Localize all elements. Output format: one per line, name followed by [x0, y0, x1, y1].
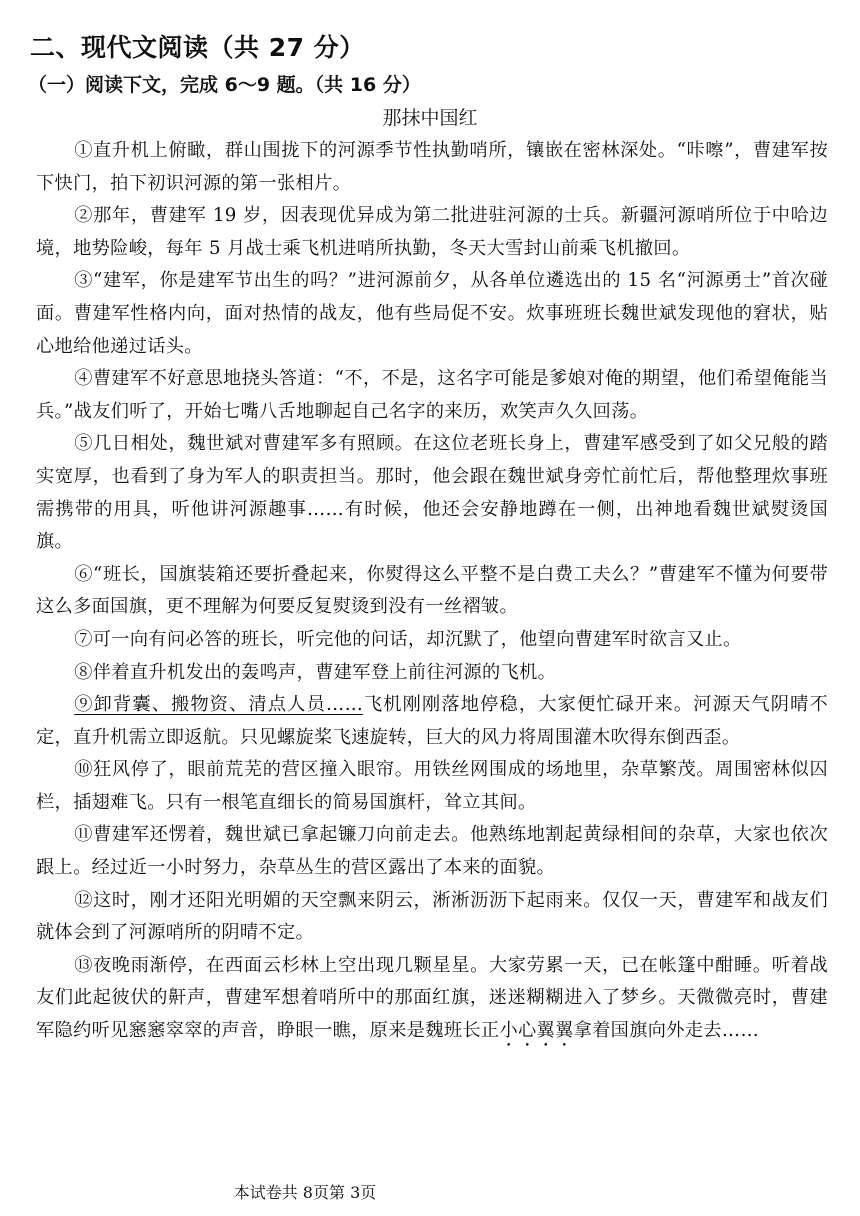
subsection-title: （一）阅读下文，完成 6～9 题。（共 16 分）	[28, 74, 421, 96]
paragraph-9	[36, 689, 828, 754]
paragraph-13-text-a: ⑬夜晚雨渐停，在西面云杉林上空出现几颗星星。大家劳累一天，已在帐篷中酣睡。听着战友们此起彼伏的鼾声，曹建军想着哨所中的那面红旗，迷迷糊糊进入了梦乡。天微微亮时，曹建军隐约听见窸窸窣窣的声音，睁眼一瞧，原来是魏班长正	[36, 954, 828, 1042]
dotted-phrase: 小心翼翼	[499, 1020, 574, 1042]
paragraph-1: ①直升机上俯瞰，群山围拢下的河源季节性执勤哨所，镶嵌在密林深处。“咔嚓”，曹建军按下快门，拍下初识河源的第一张相片。	[36, 140, 828, 194]
paragraph-10: ⑩狂风停了，眼前荒芜的营区撞入眼帘。用铁丝网围成的场地里，杂草繁茂。周围密林似囚栏，插翅难飞。只有一根笔直细长的简易国旗杆，耸立其间。	[36, 759, 828, 813]
paragraph-11: ⑪曹建军还愣着，魏世斌已拿起镰刀向前走去。他熟练地割起黄绿相间的杂草，大家也依次跟上。经过近一小时努力，杂草丛生的营区露出了本来的面貌。	[36, 824, 828, 879]
page-footer: 本试卷共 8页第 3页	[233, 1183, 377, 1202]
paragraph-5: ⑤几日相处，魏世斌对曹建军多有照顾。在这位老班长身上，曹建军感受到了如父兄般的踏实宽厚，也看到了身为军人的职责担当。那时，他会跟在魏世斌身旁忙前忙后，帮他整理炊事班需携带的用具，听他讲河源趣事……有时候，他还会安静地蹲在一侧，出神地看魏世斌熨烫国旗。	[36, 433, 828, 553]
paragraph-13	[36, 950, 828, 1051]
paragraph-7: ⑦可一向有问必答的班长，听完他的问话，却沉默了，他望向曹建军时欲言又止。	[74, 628, 742, 650]
paragraph-2: ②那年，曹建军 19 岁，因表现优异成为第二批进驻河源的士兵。新疆河源哨所位于中哈边境，地势险峻，每年 5 月战士乘飞机进哨所执勤，冬天大雪封山前乘飞机撤回。	[36, 205, 828, 259]
paragraph-12: ⑫这时，刚才还阳光明媚的天空飘来阴云，淅淅沥沥下起雨来。仅仅一天，曹建军和战友们就体会到了河源哨所的阴晴不定。	[36, 889, 828, 944]
article-body	[36, 135, 828, 1051]
article-title: 那抹中国红	[382, 107, 478, 129]
paragraph-8: ⑧伴着直升机发出的轰鸣声，曹建军登上前往河源的飞机。	[74, 661, 557, 683]
underlined-phrase: ⑨卸背囊、搬物资、清点人员……	[74, 694, 364, 716]
section-title: 二、现代文阅读（共 27 分）	[30, 33, 365, 62]
paragraph-13-text-b: 拿着国旗向外走去……	[573, 1020, 759, 1042]
paragraph-3: ③“建军，你是建军节出生的吗？”进河源前夕，从各单位遴选出的 15 名“河源勇士”首次碰面。曹建军性格内向，面对热情的战友，他有些局促不安。炊事班班长魏世斌发现他的窘状，贴心地给他递过话头。	[36, 270, 828, 357]
paragraph-6: ⑥“班长，国旗装箱还要折叠起来，你熨得这么平整不是白费工夫么？”曹建军不懂为何要带这么多面国旗，更不理解为何要反复熨烫到没有一丝褶皱。	[36, 563, 828, 618]
paragraph-9-text: 飞机刚刚落地停稳，大家便忙碌开来。河源天气阴晴不定，直升机需立即返航。只见螺旋桨飞速旋转，巨大的风力将周围灌木吹得东倒西歪。	[36, 694, 828, 748]
paragraph-4: ④曹建军不好意思地挠头答道：“不，不是，这名字可能是爹娘对俺的期望，他们希望俺能当兵。”战友们听了，开始七嘴八舌地聊起自己名字的来历，欢笑声久久回荡。	[36, 368, 828, 422]
